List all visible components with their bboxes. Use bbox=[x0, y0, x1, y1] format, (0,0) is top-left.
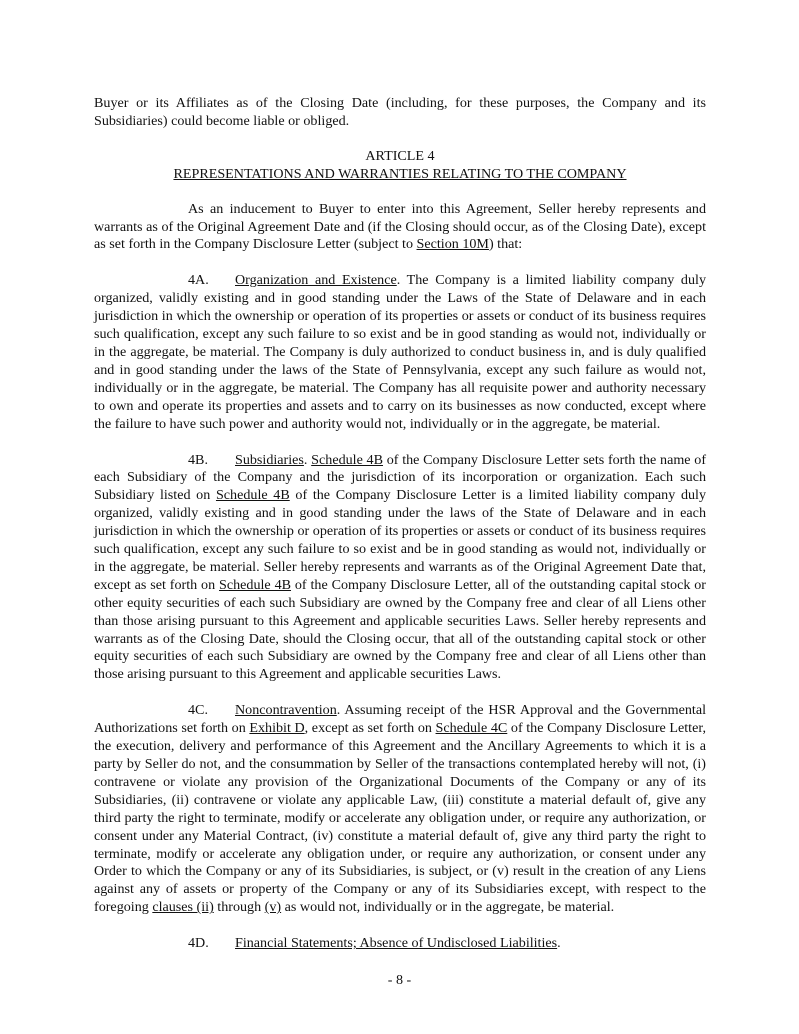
intro-paragraph: Buyer or its Affiliates as of the Closing Date (including, for these purposes, the Company and its Subsidiaries) could become liable or obliged. bbox=[94, 95, 706, 129]
section-number: 4D. bbox=[188, 935, 209, 952]
section-heading: Subsidiaries bbox=[235, 451, 304, 468]
exhibit-reference: Exhibit D bbox=[249, 720, 305, 737]
article-heading bbox=[94, 148, 706, 184]
section-4c: 4C. Noncontravention. Assuming receipt of the HSR Approval and the Governmental Authorizations set forth on Exhibit D, except as set forth on Schedule 4C of the Company Disclosure Letter, the execution, delivery and performance of this Agreement and the Ancillary Agreements to which it is a party by Seller do not, and the consummation by Seller of the transactions contemplated hereby will not, (i) contravene or violate any provision of the Organizational Documents of the Company or any of its Subsidiaries, (ii) contravene or violate any applicable Law, (iii) constitute a material default of, give any third party the right to terminate, modify or accelerate any obligation under, or require any authorization, or consent under any Material Contract, (iv) constitute a material default of, give any third party the right to terminate, modify or accelerate any obligation under, or require any authorization, or consent under any Order to which the Company or any of its Subsidiaries, is subject, or (v) result in the creation of any Liens against any of assets or property of the Company or any of its Subsidiaries except, with respect to the foregoing clauses (ii) through (v) as would not, individually or in the aggregate, be material. bbox=[94, 702, 706, 916]
clause-reference: (v) bbox=[264, 899, 282, 916]
document-page bbox=[94, 95, 706, 953]
section-number: 4C. bbox=[188, 702, 208, 719]
section-number: 4B. bbox=[188, 451, 208, 468]
section-4d: 4D. Financial Statements; Absence of Undisclosed Liabilities. bbox=[188, 935, 561, 952]
schedule-reference: Schedule 4B bbox=[219, 576, 292, 593]
section-heading: Noncontravention bbox=[235, 702, 337, 719]
schedule-reference: Schedule 4C bbox=[435, 720, 508, 737]
article-title: REPRESENTATIONS AND WARRANTIES RELATING TO THE COMPANY bbox=[173, 165, 627, 182]
section-reference: Section 10M bbox=[416, 236, 489, 253]
schedule-reference: Schedule 4B bbox=[311, 451, 384, 468]
section-heading: Financial Statements; Absence of Undisclosed Liabilities bbox=[235, 935, 558, 952]
section-heading: Organization and Existence bbox=[235, 272, 397, 289]
article-number: ARTICLE 4 bbox=[365, 147, 435, 164]
section-number: 4A. bbox=[188, 272, 209, 289]
page-number: - 8 - bbox=[387, 972, 412, 988]
section-4a: 4A. Organization and Existence. The Company is a limited liability company duly organized, validly existing and in good standing under the Laws of the State of Delaware and in each jurisdiction in which the ownership or operation of its properties or assets or conduct of its business requires such qualification, except any such failure to so exist and be in good standing as would not, individually or in the aggregate, be material. The Company is duly authorized to conduct business in, and is duly qualified and in good standing under the laws of the State of Pennsylvania, except any such failure as would not, individually or in the aggregate, be material. The Company has all requisite power and authority necessary to own and operate its properties and assets and to carry on its businesses as now conducted, except where the failure to have such power and authority would not, individually or in the aggregate, be material. bbox=[94, 272, 706, 432]
section-4b: 4B. Subsidiaries. Schedule 4B of the Company Disclosure Letter sets forth the name of each Subsidiary of the Company and the jurisdiction of its incorporation or organization. Each such Subsidiary listed on Schedule 4B of the Company Disclosure Letter is a limited liability company duly organized, validly existing and in good standing under the laws of the State of Delaware and in each jurisdiction in which the ownership or operation of its properties or assets or conduct of its business requires such qualification, except any such failure to so exist and be in good standing as would not, individually or in the aggregate, be material. Seller hereby represents and warrants as of the Original Agreement Date that, except as set forth on Schedule 4B of the Company Disclosure Letter, all of the outstanding capital stock or other equity securities of each such Subsidiary are owned by the Company free and clear of all Liens other than those arising pursuant to this Agreement and applicable securities Laws. Seller hereby represents and warrants as of the Closing Date, should the Closing occur, that all of the outstanding capital stock or other equity securities of each such Subsidiary are owned by the Company free and clear of all Liens other than those arising pursuant to this Agreement and applicable securities Laws. bbox=[94, 451, 707, 683]
clause-reference: clauses (ii) bbox=[152, 899, 214, 916]
schedule-reference: Schedule 4B bbox=[215, 487, 290, 504]
preamble-paragraph: As an inducement to Buyer to enter into this Agreement, Seller hereby represents and warrants as of the Original Agreement Date and (if the Closing should occur, as of the Closing Date), except as set forth in the Company Disclosure Letter (subject to Section 10M) that: bbox=[94, 200, 706, 253]
